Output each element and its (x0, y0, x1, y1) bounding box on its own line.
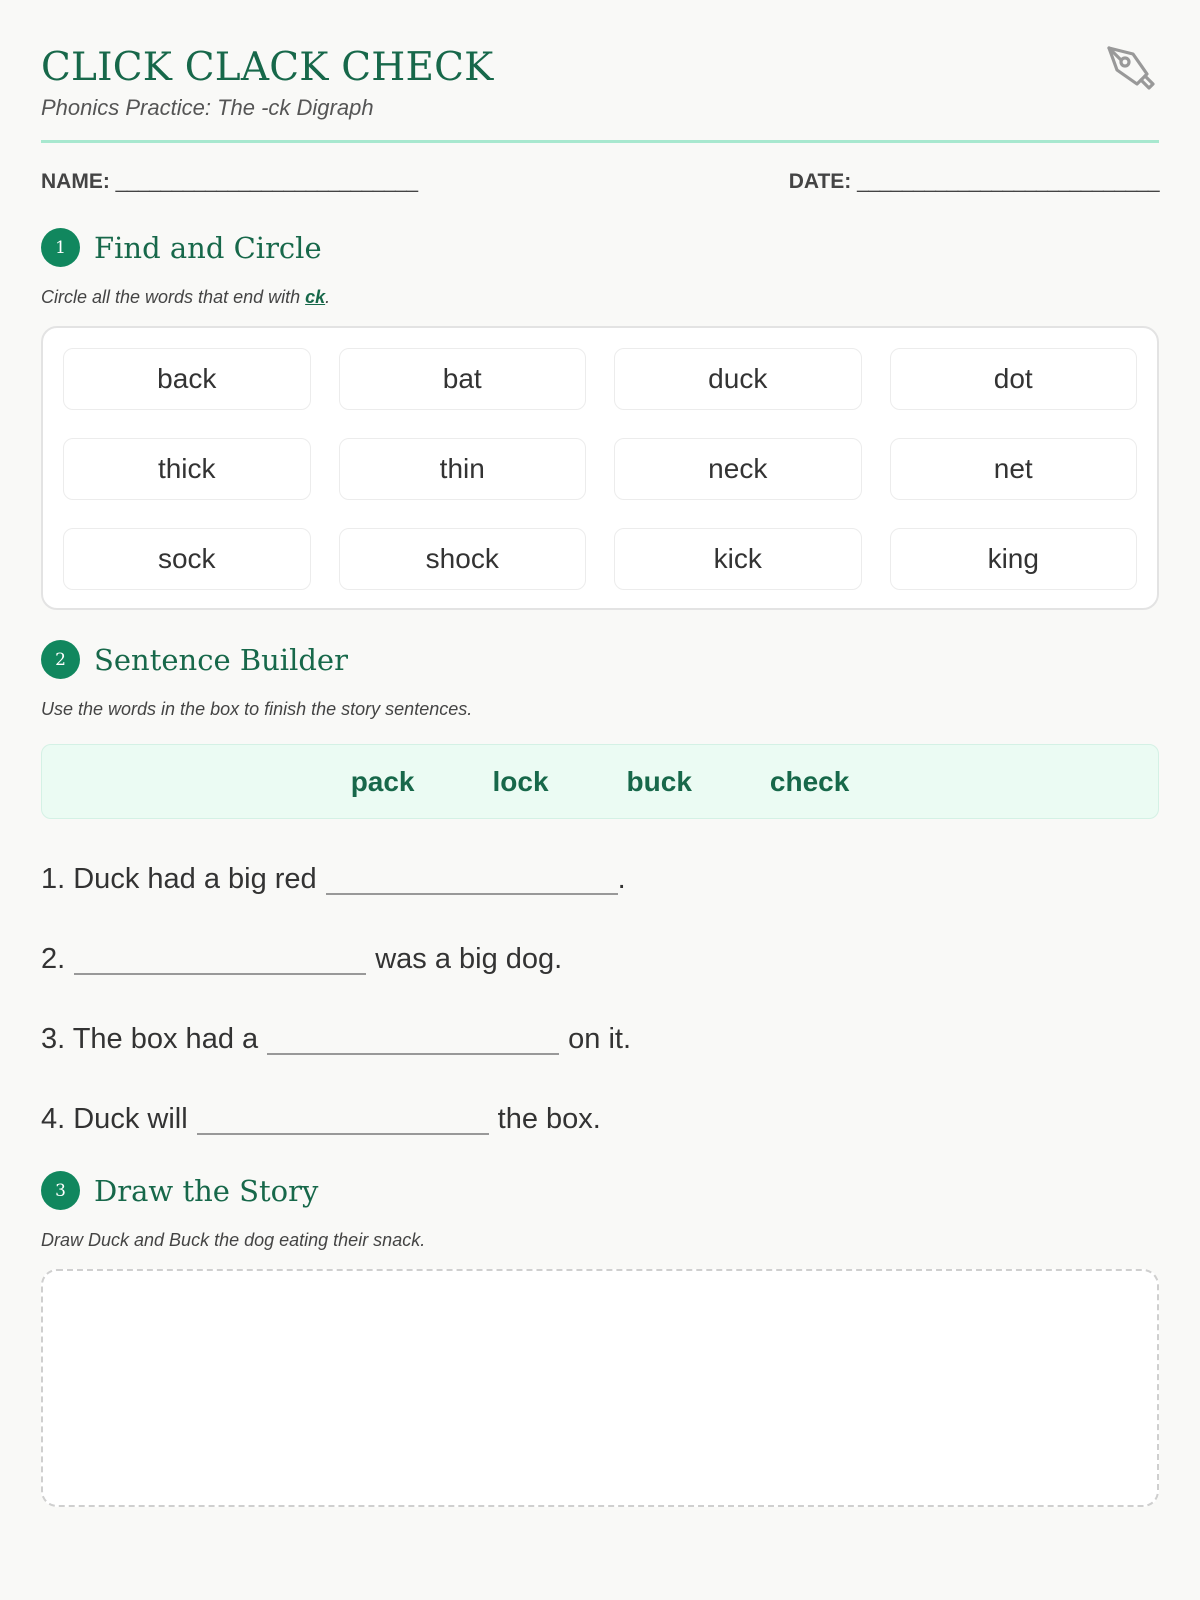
instruction-period: . (325, 287, 331, 307)
name-field[interactable] (41, 170, 418, 194)
word-grid (63, 348, 1137, 590)
pen-nib-icon (1103, 40, 1157, 94)
bank-word: lock (492, 765, 549, 797)
sentence-text-after: the box. (497, 1102, 601, 1135)
sentence-2 (41, 919, 1159, 999)
worksheet-header (41, 0, 1159, 143)
section-1-heading (41, 228, 1159, 267)
date-line: ___________________________ (857, 170, 1159, 193)
drawing-area[interactable] (41, 1269, 1159, 1507)
word-cell[interactable]: back (63, 348, 311, 410)
word-cell[interactable]: sock (63, 528, 311, 590)
word-cell[interactable]: duck (614, 348, 862, 410)
word-cell[interactable]: king (890, 528, 1138, 590)
sentence-4 (41, 1079, 1159, 1159)
page-title: CLICK CLACK CHECK (41, 45, 494, 90)
sentence-1 (41, 839, 1159, 919)
sentence-text-after: on it. (568, 1022, 632, 1055)
section-2-badge: 2 (41, 640, 80, 679)
word-cell[interactable]: dot (890, 348, 1138, 410)
section-2-instruction: Use the words in the box to finish the story sentences. (41, 699, 473, 719)
sentence-text-after: . (617, 862, 626, 895)
word-cell[interactable]: neck (614, 438, 862, 500)
word-cell[interactable]: thin (339, 438, 587, 500)
section-3-instruction: Draw Duck and Buck the dog eating their snack. (41, 1230, 426, 1250)
section-2-title: Sentence Builder (94, 642, 348, 677)
section-3-badge: 3 (41, 1171, 80, 1210)
word-cell[interactable]: shock (339, 528, 587, 590)
word-bank (41, 744, 1159, 819)
sentence-text-after: was a big dog. (375, 942, 563, 975)
instruction-text: Circle all the words that end with (41, 287, 306, 307)
section-1-badge: 1 (41, 228, 80, 267)
sentence-list (41, 839, 1159, 1159)
name-date-row (41, 170, 1159, 194)
section-3-heading (41, 1171, 1159, 1210)
page-subtitle: Phonics Practice: The -ck Digraph (41, 95, 374, 120)
bank-word: check (769, 765, 850, 797)
word-cell[interactable]: thick (63, 438, 311, 500)
sentence-text-before: 1. Duck had a big red (41, 862, 317, 895)
answer-blank[interactable] (74, 955, 366, 975)
answer-blank[interactable] (197, 1115, 489, 1135)
name-label: NAME: (41, 170, 110, 193)
word-grid-card (41, 326, 1159, 610)
sentence-text-before: 3. The box had a (41, 1022, 259, 1055)
section-2-heading (41, 640, 1159, 679)
section-3-title: Draw the Story (94, 1173, 319, 1208)
sentence-text-before: 2. (41, 942, 66, 975)
section-1-title: Find and Circle (94, 230, 322, 265)
section-1-instruction (41, 287, 1159, 308)
sentence-text-before: 4. Duck will (41, 1102, 188, 1135)
word-cell[interactable]: bat (339, 348, 587, 410)
bank-word: pack (350, 765, 415, 797)
answer-blank[interactable] (326, 875, 618, 895)
word-cell[interactable]: kick (614, 528, 862, 590)
sentence-3 (41, 999, 1159, 1079)
answer-blank[interactable] (267, 1035, 559, 1055)
instruction-ck: ck (305, 287, 326, 307)
word-cell[interactable]: net (890, 438, 1138, 500)
date-field[interactable] (789, 170, 1159, 194)
name-line: ___________________________ (115, 170, 418, 193)
bank-word: buck (626, 765, 692, 797)
date-label: DATE: (788, 170, 852, 193)
